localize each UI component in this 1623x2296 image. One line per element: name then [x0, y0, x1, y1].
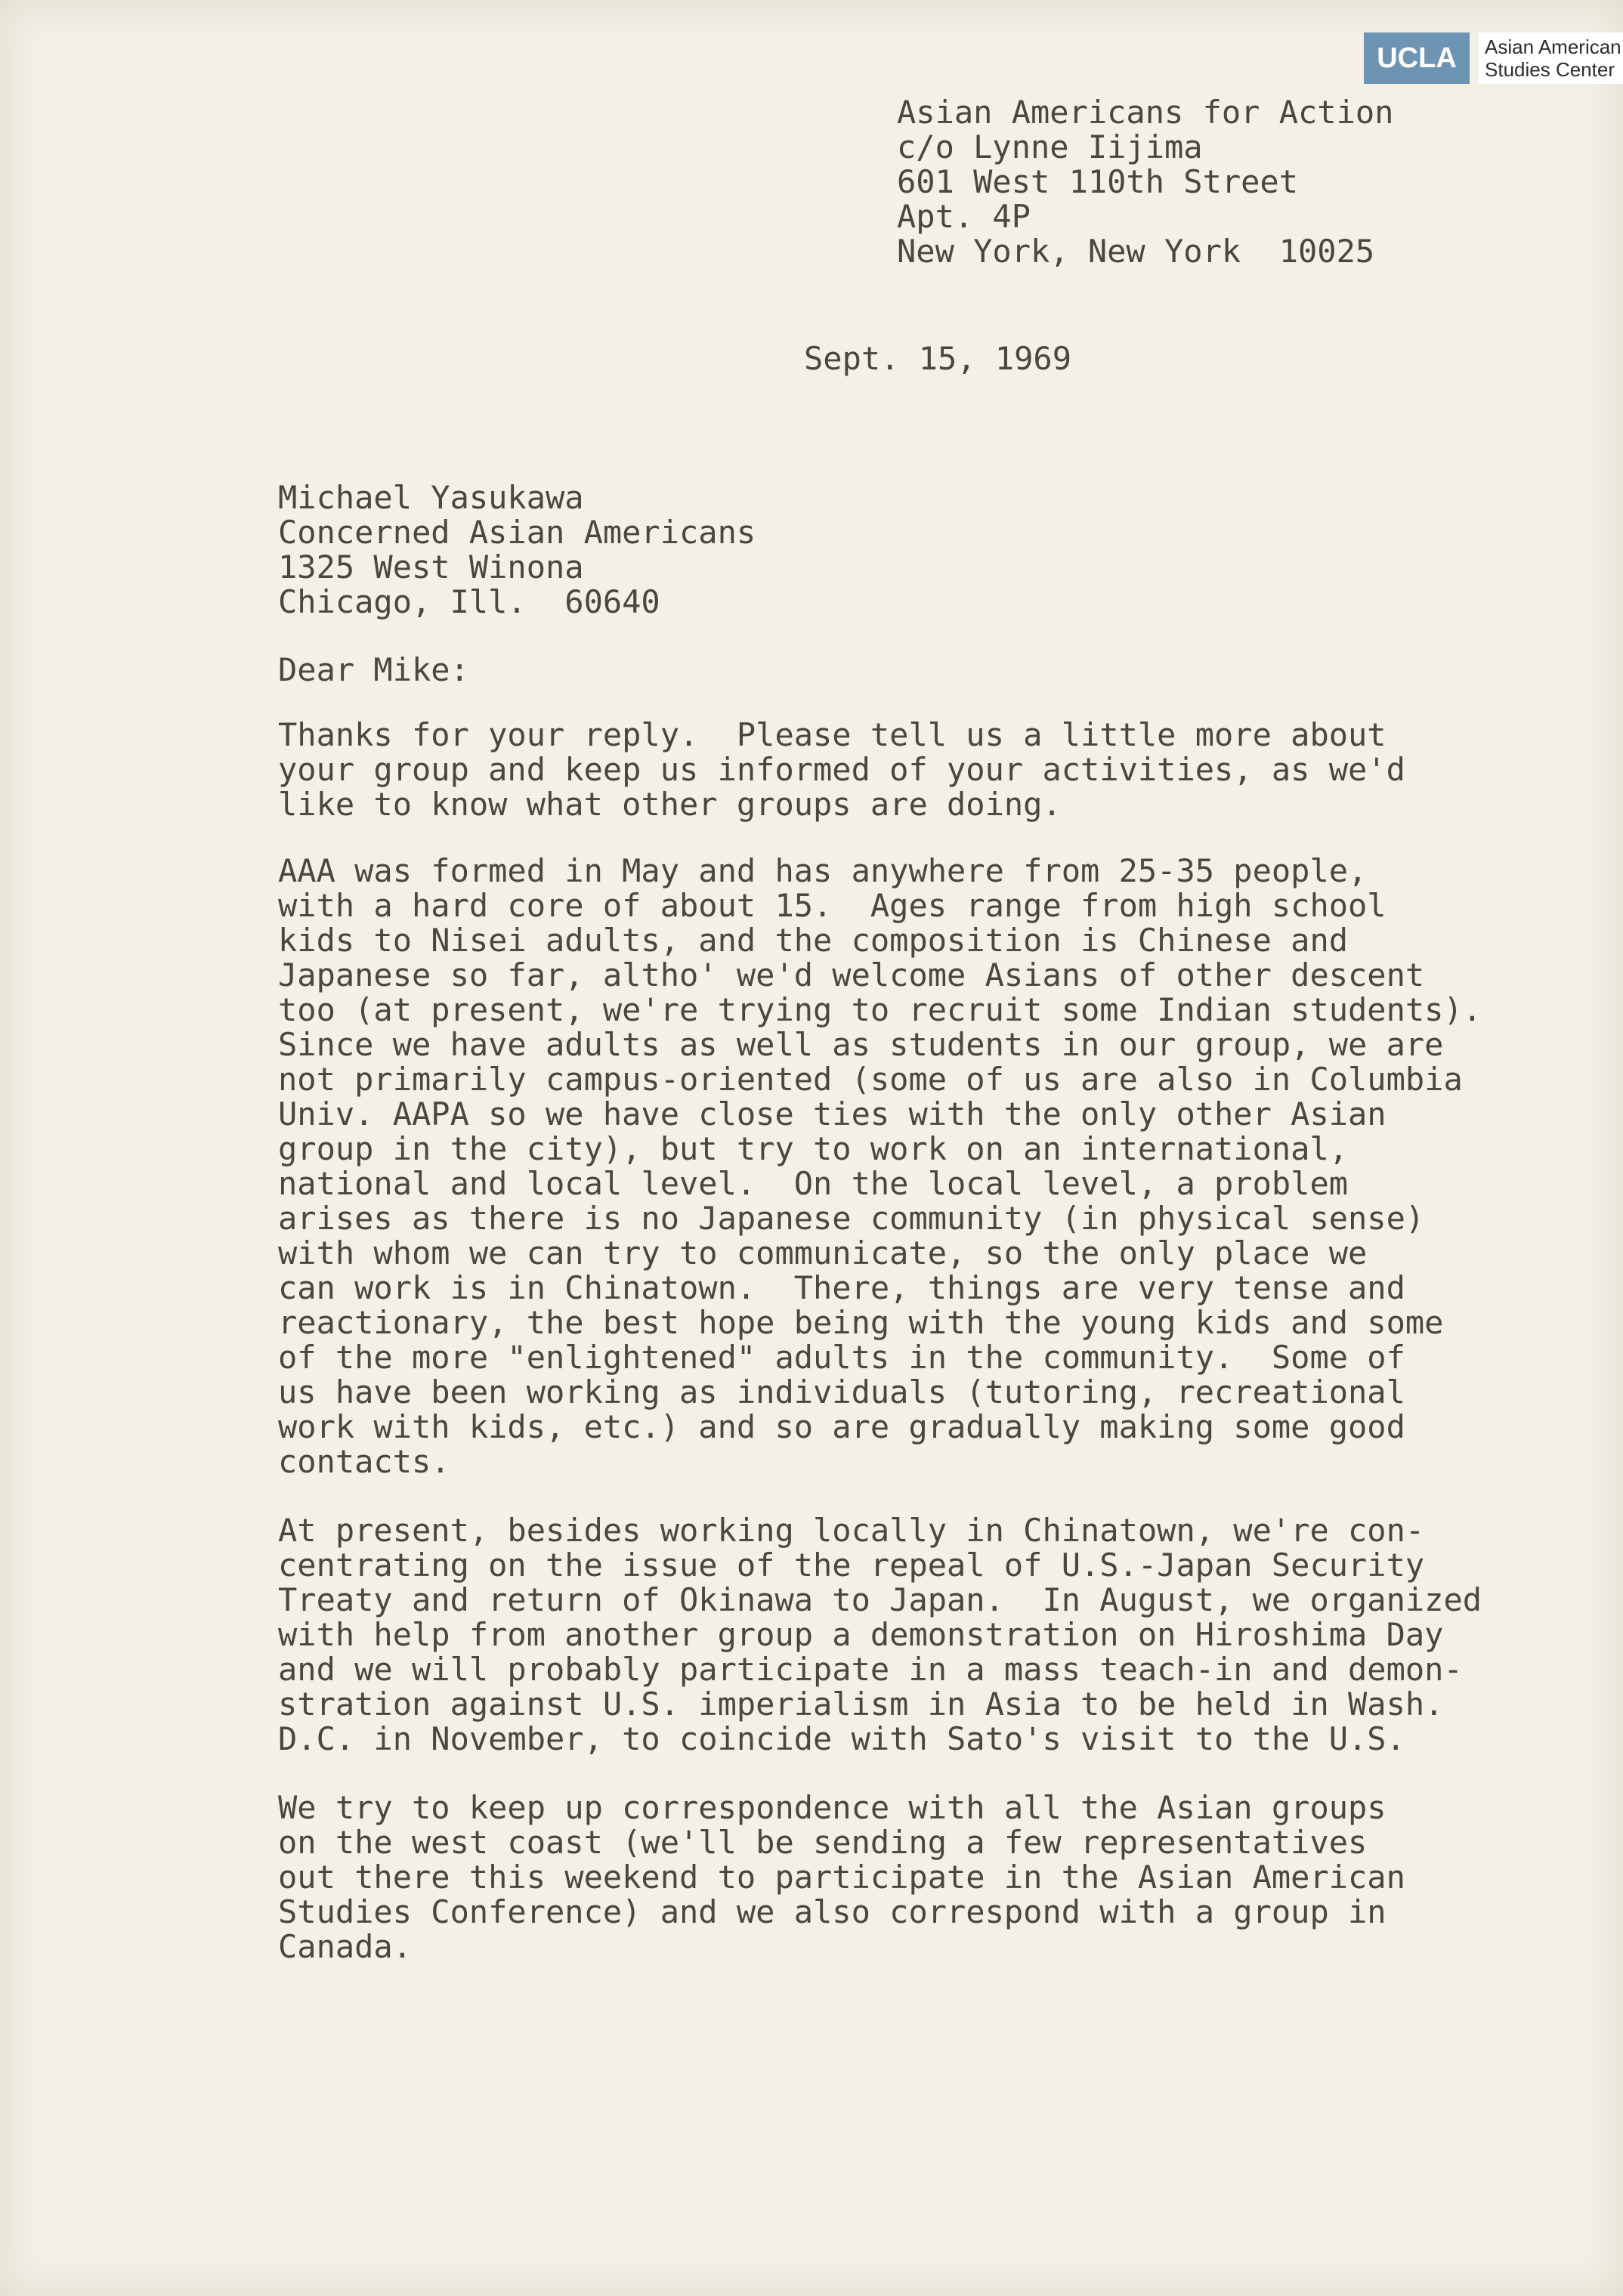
body-line: AAA was formed in May and has anywhere from 25-35 people,	[278, 852, 1368, 889]
body-line: not primarily campus-oriented (some of us are also in Columbia	[278, 1061, 1463, 1098]
ucla-logo: UCLA	[1364, 32, 1470, 84]
body-line: out there this weekend to participate in the Asian American	[278, 1859, 1405, 1896]
recipient-line: Concerned Asian Americans	[278, 514, 756, 551]
body-line: stration against U.S. imperialism in Asia to be held in Wash.	[278, 1686, 1444, 1723]
body-line: with whom we can try to communicate, so the only place we	[278, 1235, 1368, 1272]
body-line: group in the city), but try to work on an international,	[278, 1130, 1349, 1167]
return-address-line: 601 West 110th Street	[897, 163, 1299, 200]
body-line: Thanks for your reply. Please tell us a little more about	[278, 716, 1387, 753]
archive-badge-line: Studies Center	[1485, 58, 1615, 81]
body-line: your group and keep us informed of your activities, as we'd	[278, 751, 1405, 788]
body-line: too (at present, we're trying to recruit some Indian students).	[278, 991, 1482, 1028]
salutation-text: Dear Mike:	[278, 651, 469, 688]
paragraph-2	[278, 854, 1482, 1479]
body-line: like to know what other groups are doing.	[278, 786, 1062, 823]
body-line: We try to keep up correspondence with all the Asian groups	[278, 1789, 1387, 1826]
body-line: with help from another group a demonstration on Hiroshima Day	[278, 1616, 1444, 1653]
letter-date	[804, 341, 1071, 376]
body-line: Treaty and return of Okinawa to Japan. In August, we organized	[278, 1581, 1482, 1618]
body-line: national and local level. On the local level, a problem	[278, 1165, 1349, 1202]
recipient-line: 1325 West Winona	[278, 549, 584, 586]
archive-badge-line: Asian American	[1485, 36, 1621, 58]
recipient-address	[278, 481, 756, 620]
recipient-line: Michael Yasukawa	[278, 479, 584, 516]
date-text: Sept. 15, 1969	[804, 340, 1072, 377]
body-line: on the west coast (we'll be sending a few representatives	[278, 1824, 1368, 1861]
body-line: reactionary, the best hope being with the young kids and some	[278, 1304, 1444, 1341]
paragraph-4	[278, 1791, 1405, 1964]
body-line: work with kids, etc.) and so are gradually making some good	[278, 1408, 1405, 1445]
return-address-line: Asian Americans for Action	[897, 94, 1394, 131]
body-line: Japanese so far, altho' we'd welcome Asians of other descent	[278, 956, 1425, 993]
body-line: Since we have adults as well as students in our group, we are	[278, 1026, 1444, 1063]
body-line: Canada.	[278, 1928, 413, 1965]
body-line: centrating on the issue of the repeal of U.S.-Japan Security	[278, 1547, 1425, 1584]
salutation	[278, 653, 469, 688]
body-line: with a hard core of about 15. Ages range from high school	[278, 887, 1387, 924]
archive-badge	[1364, 32, 1623, 85]
body-line: Univ. AAPA so we have close ties with the only other Asian	[278, 1095, 1387, 1133]
body-line: kids to Nisei adults, and the composition is Chinese and	[278, 922, 1349, 959]
return-address	[897, 95, 1393, 269]
paragraph-3	[278, 1513, 1482, 1757]
archive-badge-label	[1479, 32, 1623, 84]
body-line: and we will probably participate in a mass teach-in and demon-	[278, 1651, 1463, 1688]
return-address-line: New York, New York 10025	[897, 233, 1375, 270]
body-line: At present, besides working locally in Chinatown, we're con-	[278, 1512, 1425, 1549]
body-line: D.C. in November, to coincide with Sato's visit to the U.S.	[278, 1720, 1405, 1757]
body-line: arises as there is no Japanese community (in physical sense)	[278, 1200, 1425, 1237]
return-address-line: c/o Lynne Iijima	[897, 128, 1203, 165]
return-address-line: Apt. 4P	[897, 198, 1031, 235]
body-line: us have been working as individuals (tutoring, recreational	[278, 1374, 1405, 1411]
body-line: of the more "enlightened" adults in the community. Some of	[278, 1339, 1405, 1376]
body-line: contacts.	[278, 1443, 450, 1480]
recipient-line: Chicago, Ill. 60640	[278, 583, 660, 620]
paragraph-1	[278, 718, 1405, 822]
body-line: Studies Conference) and we also correspond with a group in	[278, 1893, 1387, 1930]
body-line: can work is in Chinatown. There, things are very tense and	[278, 1269, 1405, 1306]
